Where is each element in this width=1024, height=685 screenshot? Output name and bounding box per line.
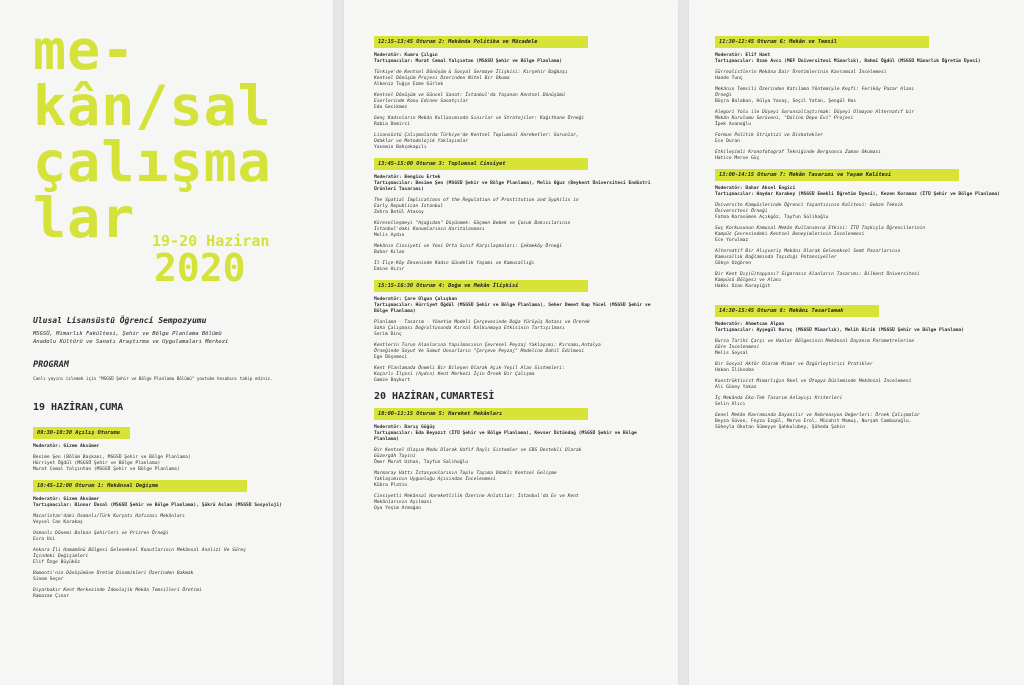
session-4 bbox=[374, 280, 664, 384]
discussants: Tartışmacılar: Besime Şen (MSGSÜ Şehir ve Bölge Planlama), Melis Oğuz (Beykent Üniversitesi Endüstri Ürünleri Tasarımı) bbox=[374, 181, 651, 192]
paper-title: Formun Politik Striptizi ve Diskotekler bbox=[715, 133, 823, 138]
day-heading: 20 HAZİRAN,CUMARTESİ bbox=[374, 391, 495, 402]
moderator: Moderatör: Çare Olgun Çalışkan bbox=[374, 297, 457, 302]
session-opening bbox=[33, 419, 323, 473]
paper-title: Odaklar ve Metodolojik Yaklaşımlar bbox=[374, 139, 469, 144]
session-5 bbox=[374, 408, 664, 512]
title-line: kân/sal bbox=[33, 74, 272, 138]
paper-title: Bir Kentsel Ulaşım Modu Olarak Hafif Raylı Sistemler ve CBS Destekli Olarak bbox=[374, 448, 582, 453]
paper-title: Mekânlarının Aşılması bbox=[374, 500, 433, 505]
discussants: Tartışmacılar: Hürriyet Öğdül (MSGSÜ Şehir ve Bölge Planlama), Seher Demet Kap Yücel (MSGSÜ Şehir ve Bölge Planlama) bbox=[374, 303, 651, 314]
paper-title: Örneği bbox=[715, 93, 732, 98]
paper-author: Süheyla Okutan Sümeyye Şahkulubey, Şüheda Şahin bbox=[715, 425, 845, 430]
paper-title: Marmaray Hattı İstasyonlarının Toplu Taşıma Odaklı Kentsel Gelişme bbox=[374, 471, 557, 476]
col3-flow bbox=[715, 36, 1011, 438]
paper-author: Rabia Demirci bbox=[374, 122, 410, 127]
session-6 bbox=[715, 36, 1011, 162]
institution-line: Anadolu Kültürü ve Sanatı Araştırma ve Uygulamaları Merkezi bbox=[33, 339, 229, 345]
event-year: 2020 bbox=[154, 246, 246, 290]
paper-author: Melis Aydın bbox=[374, 233, 405, 238]
paper-title: Kampüsü Bölgesi ve Alanı bbox=[715, 278, 782, 283]
paper-title: Üniversitesi Örneği bbox=[715, 209, 768, 214]
paper-author: Selin Alıcı bbox=[715, 402, 746, 407]
paper-author: Bahar Kılan bbox=[374, 250, 405, 255]
paper-title: Konstrüktivist Mimarlığın Reel ve Ütopya Düzleminde Mekânsal İncelemesi bbox=[715, 379, 912, 384]
paper-title: Macaristan'daki Osmanlı/Türk Kurşatı Hafızası Mekânları bbox=[33, 514, 186, 519]
paper-title: Bir Sosyal Aktör Olarak Mimar ve Özgürleştirici Pratikler bbox=[715, 362, 873, 367]
paper-author: Serim Dinç bbox=[374, 332, 402, 337]
session-bar: 12:15-13:45 Oturum 2: Mekânda Politika ve Mücadele bbox=[374, 36, 588, 48]
paper-title: Osmanlı Dönemi Balkan Şehirleri ve Prizren Örneği bbox=[33, 531, 169, 536]
paper-title: Ankara İli Hamamönü Bölgesi Geleneksel Konutlarının Mekânsal Analizi Ve Süreç bbox=[33, 548, 246, 553]
title-line: lar bbox=[33, 186, 136, 250]
speaker: Hürriyet Öğdül (MSGSÜ Şehir ve Bölge Planlama) bbox=[33, 461, 161, 466]
institution bbox=[33, 330, 323, 346]
session-bar: 11:30-12:45 Oturum 6: Mekân ve Temsil bbox=[715, 36, 929, 48]
discussants: Tartışmacılar: Binnur Ünsal (MSGSÜ Şehir ve Bölge Planlama), Şükrü Aslan (MSGSÜ Sosyoloji) bbox=[33, 503, 282, 508]
discussants: Tartışmacılar: Ozan Avcı (MEF Üniversitesi Mimarlık), Rahmi Öğdül (MSGSÜ Mimarlık Öğretim Üyesi) bbox=[715, 59, 981, 64]
paper-title: Mekân Kurulumu Serüveni, "Dolino Depo Evi" Projesi bbox=[715, 116, 854, 121]
paper-author: Gamze Baykurt bbox=[374, 378, 410, 383]
paper-title: Bir Kent Dış(ü)topyası? Sigarasız Alanların Tasarımı: Bilkent Üniversitesi bbox=[715, 272, 920, 277]
moderator: Moderatör: Elif Hant bbox=[715, 53, 771, 58]
paper-author: Yasemin Bahçekapılı bbox=[374, 145, 427, 150]
paper-author: Eda Gecikmez bbox=[374, 105, 408, 110]
paper-author: Ece Duran bbox=[715, 139, 740, 144]
paper-title: Saha Çalışması Doğrultusunda Kırsal Kalkınmaya Etkisinin Tartışılması bbox=[374, 326, 565, 331]
paper-title: Bomonti'nin Dönüşümüne Üretim Dinamikleri Üzerinden Bakmak bbox=[33, 571, 194, 576]
poster-title bbox=[33, 18, 272, 250]
paper-title: Mekânın Temsili Üzerinden Katılama Yöntemiyle Keşfi: Feriköy Pazar Alanı bbox=[715, 87, 915, 92]
paper-author: Ece Yorulmaz bbox=[715, 238, 749, 243]
paper-title: Koçarlı İlçesi (Aydın) Kent Merkezi İçin Örnek Bir Çalışma bbox=[374, 372, 535, 377]
paper-title: Kentsel Dönüşüm ve Güncel Sanat: İstanbul'da Yaşanan Kentsel Dönüşümü bbox=[374, 93, 565, 98]
paper-title: Örneğinde Soyut Ve Somut Unsurların "Çerçeve Peyzaj" Modeline Dahil Edilmesi bbox=[374, 349, 585, 354]
paper-title: Kentlerin Turun Alanlarına Yapılmasının Çevresel Peyzaj Yaklaşımı: Kırsamı,Antalya bbox=[374, 343, 601, 348]
paper-author: Hande Tunç bbox=[715, 76, 743, 81]
paper-title: Sürrealistlerin Mekâna Dair Üretimlerinin Kavramsal İncelemesi bbox=[715, 70, 887, 75]
title-line: me- bbox=[33, 18, 136, 82]
session-3 bbox=[374, 158, 664, 273]
session-bar: 15:15-16:30 Oturum 4: Doğa ve Mekân İlişkisi bbox=[374, 280, 588, 292]
page-left bbox=[0, 0, 333, 685]
discussants: Tartışmacılar: Murat Cemal Yalçıntan (MSGSÜ Şehir ve Bölge Planlama) bbox=[374, 59, 563, 64]
paper-title: Kampüs Çevresindeki Kentsel Deneyimlerinin İncelenmesi bbox=[715, 232, 865, 237]
paper-title: Küreselleşmeyi "Aşağıdan" Düşünmek: Göçmen Bebek ve Çocuk Bakıcılarının bbox=[374, 221, 571, 226]
paper-title: İl-İlçe-Köy Ekseninde Kadın Gündelik Yaşamı ve Kamusallığı bbox=[374, 261, 535, 266]
paper-title: Mekânın Cinsiyeti ve Yeni Orta Sınıf Karşılaşmaları: Çekmeköy Örneği bbox=[374, 244, 563, 249]
paper-title: İçindeki Değişimleri bbox=[33, 554, 89, 559]
paper-title: Kentsel Dönüşüm Projesi Üzerinden Nitel Bir Okuma bbox=[374, 76, 510, 81]
paper-author: Ömer Murat Uzhan, Tayfun Salihoğlu bbox=[374, 460, 469, 465]
paper-author: Elif Özge Büyüköz bbox=[33, 560, 81, 565]
page-middle bbox=[344, 0, 678, 685]
paper-title: Genel Mekân Kavramında Dayanılır ve Rebreasyon Değerleri: Örnek Çalışmalar bbox=[715, 413, 920, 418]
speaker: Besime Şen (Bölüm Başkanı, MSGSÜ Şehir ve Bölge Planlama) bbox=[33, 455, 191, 460]
paper-title: Alegori Yolu ile Düşeyi Sorunsallaştırmak: Düşeyi Olmayan Alternatif bir bbox=[715, 110, 915, 115]
paper-author: Zehra Betül Atasoy bbox=[374, 210, 424, 215]
paper-title: Lisansüstü Çalışmalarda Türkiye'de Kentsel Toplumsal Hareketler: Sorunlar, bbox=[374, 133, 579, 138]
discussants: Tartışmacılar: Haydar Karabey (MSGSÜ Emekli Öğretim Üyesi), Kezen Koramaz (İTÜ Şehir ve Bölge Planlama) bbox=[715, 192, 1000, 197]
paper-author: Ali Güney Yakaz bbox=[715, 385, 757, 390]
day-heading: 19 HAZİRAN,CUMA bbox=[33, 402, 124, 413]
program-heading: PROGRAM bbox=[33, 360, 69, 370]
moderator: Moderatör: Bengisu Ertek bbox=[374, 175, 441, 180]
paper-author: Sinem Seçer bbox=[33, 577, 64, 582]
paper-title: Cinsiyetli Mekânsal Hareketlilik Üzerine Anlatılar: İstanbul'da Ev ve Kent bbox=[374, 494, 579, 499]
moderator: Moderatör: Gizem Aksümer bbox=[33, 497, 100, 502]
discussants: Tartışmacılar: Eda Beyazıt (İTÜ Şehir ve Bölge Planlama), Kevser Üstündağ (MSGSÜ Şehir ve Bölge Planlama) bbox=[374, 431, 637, 442]
paper-title: Bursa Tarihi Çarşı ve Hanlar Bölgesinin Mekânsal Dayanım Parametrelerine bbox=[715, 339, 915, 344]
page-right bbox=[689, 0, 1024, 685]
paper-author: Hatice Merve Güç bbox=[715, 156, 760, 161]
moderator: Moderatör: Kumru Çılgın bbox=[374, 53, 438, 58]
paper-author: Beyza Güven, Feyza Ezgül, Merve Erol, Mücahit Mamuş, Nurşah Cambazoğlu, bbox=[715, 419, 912, 424]
session-bar: 14:30-15:45 Oturum 8: Mekânı Tasarlamak bbox=[715, 305, 879, 317]
session-2 bbox=[374, 36, 664, 151]
moderator: Moderatör: Bahar Aksel Engici bbox=[715, 186, 796, 191]
title-line: çalışma bbox=[33, 130, 272, 194]
paper-title: Göre İncelenmesi bbox=[715, 345, 760, 350]
paper-author: Hakkı Ozan Karayiğit bbox=[715, 284, 771, 289]
institution-line: MSGSÜ, Mimarlık Fakültesi, Şehir ve Bölge Planlama Bölümü bbox=[33, 331, 222, 337]
livestream-note: Canlı yayını izlemek için "MSGSÜ Şehir ve Bölge Planlama Bölümü" youtube hesabını takip ediniz. bbox=[33, 376, 273, 381]
paper-title: Alternatif Bir Alışveriş Mekânı Olarak Geleneksel Semt Pazarlarının bbox=[715, 249, 901, 254]
paper-author: Gökçe Uzgören bbox=[715, 261, 751, 266]
event-dates: 19-20 Haziran bbox=[152, 232, 270, 250]
paper-author: Emine Hızır bbox=[374, 267, 405, 272]
moderator: Moderatör: Ahmetcan Alpan bbox=[715, 322, 785, 327]
paper-title: Kent Planlamada Önemli Bir Bileşen Olarak Açık-Yeşil Alan Sistemleri: bbox=[374, 366, 565, 371]
symposium-name: Ulusal Lisansüstü Öğrenci Sempozyumu bbox=[33, 316, 207, 325]
paper-title: Diyarbakır Kent Merkezinde İdeolojik Mekân Temsilleri Üretimi bbox=[33, 588, 202, 593]
paper-author: Ramazan Çınar bbox=[33, 594, 69, 599]
moderator: Moderatör: Barış Göğüş bbox=[374, 425, 435, 430]
paper-title: The Spatial Implications of the Regulation of Prostitution and Syphilis in bbox=[374, 198, 579, 203]
paper-author: Melis Soysal bbox=[715, 351, 749, 356]
paper-author: Oya Yeşim Armağan bbox=[374, 506, 422, 511]
paper-title: Türkiye'de Kentsel Dönüşüm & Sosyal Sermaye İlişkisi: Kırşehir Bağbaşı bbox=[374, 70, 568, 75]
paper-title: Eserlerinde Konu Edinen Sanatçılar bbox=[374, 99, 469, 104]
paper-author: Hakan İliksoba bbox=[715, 368, 754, 373]
paper-title: İç Mekânda Eko-Tek Tasarım Anlayışı Kriterleri bbox=[715, 396, 843, 401]
session-bar: 09:30-10:30 Açılış Oturumu bbox=[33, 427, 130, 439]
paper-author: Albeniz Tuğçe Ezme Gürlek bbox=[374, 82, 444, 87]
paper-author: İpek Avanoğlu bbox=[715, 122, 751, 127]
session-bar: 10:00-11:15 Oturum 5: Hareket Mekânları bbox=[374, 408, 588, 420]
session-7 bbox=[715, 169, 1011, 290]
session-8 bbox=[715, 297, 1011, 431]
paper-title: Early Republican Istanbul bbox=[374, 204, 444, 209]
paper-author: Esra Usi bbox=[33, 537, 56, 542]
paper-title: Etkileşimli Kronofotograf Tekniğinde Bergsoncu Zaman Okuması bbox=[715, 150, 881, 155]
paper-title: Yaklaşımının Uygunluğu Açısından İncelenmesi bbox=[374, 477, 496, 482]
paper-author: Ege Döşemeci bbox=[374, 355, 408, 360]
discussants: Tartışmacılar: Ayşegül Kuruç (MSGSÜ Mimarlık), Melih Birik (MSGSÜ Şehir ve Bölge Planlama) bbox=[715, 328, 964, 333]
paper-title: Suç Korkusunun Kamusal Mekân Kullanımına Etkisi: İTÜ Taşkışla Öğrencilerinin bbox=[715, 226, 926, 231]
paper-title: Planlama - Tasarım - Yönetim Modeli Çerçevesinde Doğa Yürüyüş Rotası ve Ürerek bbox=[374, 320, 590, 325]
paper-author: Büşra Balaban, Hülya Yavaş, Seçil Yatan, Şengül Has bbox=[715, 99, 857, 104]
paper-title: Kamusallık Bağlamında Taşıdığı Potansiyeller bbox=[715, 255, 837, 260]
paper-author: Veysel Can Karakaş bbox=[33, 520, 83, 525]
session-bar: 13:45-15:00 Oturum 3: Toplumsal Cinsiyet bbox=[374, 158, 588, 170]
paper-author: Fatma Karasümen Açıkgöz, Tayfun Salihoğlu bbox=[715, 215, 829, 220]
session-bar: 13:00-14:15 Oturum 7: Mekân Tasarımı ve Yaşam Kalitesi bbox=[715, 169, 959, 181]
session-bar: 10:45-12:00 Oturum 1: Mekânsal Değişme bbox=[33, 480, 247, 492]
paper-title: Üniversite Kampüslerinde Öğrenci Yaşantısının Kalitesi: Gebze Teknik bbox=[715, 203, 904, 208]
speaker: Murat Cemal Yalçıntan (MSGSÜ Şehir ve Bölge Planlama) bbox=[33, 467, 180, 472]
day1-flow bbox=[33, 402, 323, 607]
session-1 bbox=[33, 480, 323, 600]
paper-author: Kübra Platin bbox=[374, 483, 408, 488]
paper-title: Güzergâh Tayini bbox=[374, 454, 416, 459]
paper-title: İstanbul'daki Konumlarının Haritalanması bbox=[374, 227, 485, 232]
col2-flow bbox=[374, 36, 664, 519]
paper-title: Genç Kadınların Mekân Kullanımında Sınırlar ve Stratejiler: Kağıthane Örneği bbox=[374, 116, 585, 121]
moderator: Moderatör: Gizem Aksümer bbox=[33, 444, 100, 449]
